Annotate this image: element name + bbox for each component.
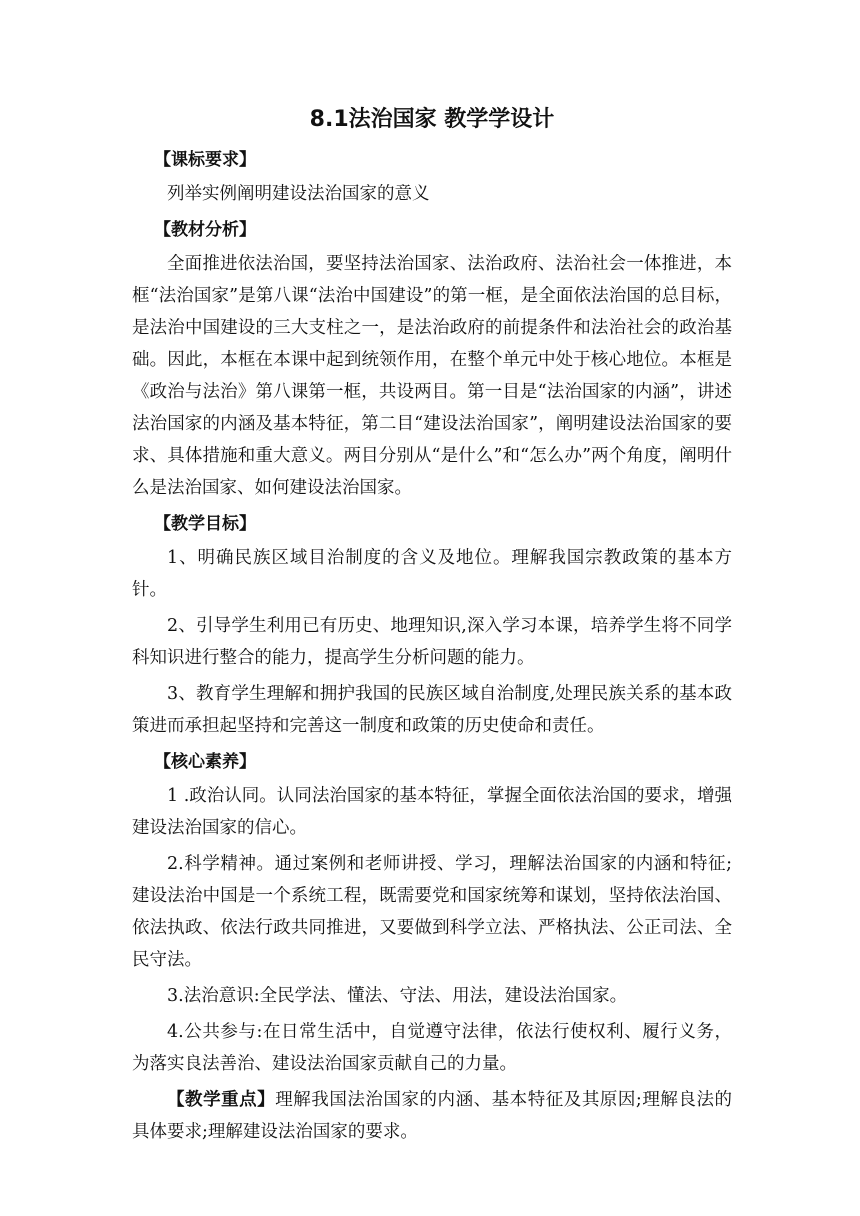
section-heading-teaching-goals: 【教学目标】 bbox=[154, 514, 256, 534]
section-heading-teaching-focus: 【教学重点】 bbox=[167, 1090, 276, 1110]
teaching-goal-item: 1、明确民族区域目治制度的含义及地位。理解我国宗教政策的基本方针。 bbox=[132, 548, 732, 600]
core-literacy-item: 3.法治意识:全民学法、懂法、守法、用法，建设法治国家。 bbox=[167, 986, 628, 1006]
curriculum-text: 列举实例阐明建设法治国家的意义 bbox=[167, 184, 430, 204]
document-title: 8.1法治国家 教学学设计 bbox=[309, 107, 555, 132]
section-heading-core-literacy: 【核心素养】 bbox=[154, 752, 256, 772]
textbook-analysis-text: 全面推进依法治国，要坚持法治国家、法治政府、法治社会一体推进，本框“法治国家”是第八课“法治中国建设”的第一框，是全面依法治国的总目标，是法治中国建设的三大支柱之一，是法治政府的前提条件和法治社会的政治基础。因此，本框在本课中起到统领作用，在整个单元中处于核心地位。本框是《政治与法治》第八课第一框，共设两目。第一目是“法治国家的内涵”，讲述法治国家的内涵及基本特征，第二目“建设法治国家”，阐明建设法治国家的要求、具体措施和重大意义。两目分别从“是什么”和“怎么办”两个角度，阐明什么是法治国家、如何建设法治国家。 bbox=[132, 254, 732, 498]
core-literacy-item: 1 .政治认同。认同法治国家的基本特征，掌握全面依法治国的要求，增强建设法治国家的信心。 bbox=[132, 786, 732, 838]
section-heading-textbook-analysis: 【教材分析】 bbox=[154, 220, 256, 240]
teaching-goal-item: 3、教育学生理解和拥护我国的民族区域自治制度,处理民族关系的基本政策进而承担起坚持和完善这一制度和政策的历史使命和责任。 bbox=[132, 684, 732, 736]
teaching-focus-text: 理解我国法治国家的内涵、基本特征及其原因;理解良法的具体要求;理解建设法治国家的要求。 bbox=[132, 1090, 732, 1142]
core-literacy-item: 2.科学精神。通过案例和老师讲授、学习，理解法治国家的内涵和特征;建设法治中国是一个系统工程，既需要党和国家统筹和谋划，坚持依法治国、依法执政、依法行政共同推进，又要做到科学立法、严格执法、公正司法、全民守法。 bbox=[132, 854, 732, 970]
section-heading-curriculum: 【课标要求】 bbox=[154, 150, 256, 170]
core-literacy-item: 4.公共参与:在日常生活中，自觉遵守法律，依法行使权利、履行义务，为落实良法善治、建设法治国家贡献自己的力量。 bbox=[132, 1022, 732, 1074]
teaching-focus-paragraph bbox=[132, 1084, 732, 1148]
teaching-goal-item: 2、引导学生利用已有历史、地理知识,深入学习本课，培养学生将不同学科知识进行整合的能力，提高学生分析问题的能力。 bbox=[132, 616, 732, 668]
